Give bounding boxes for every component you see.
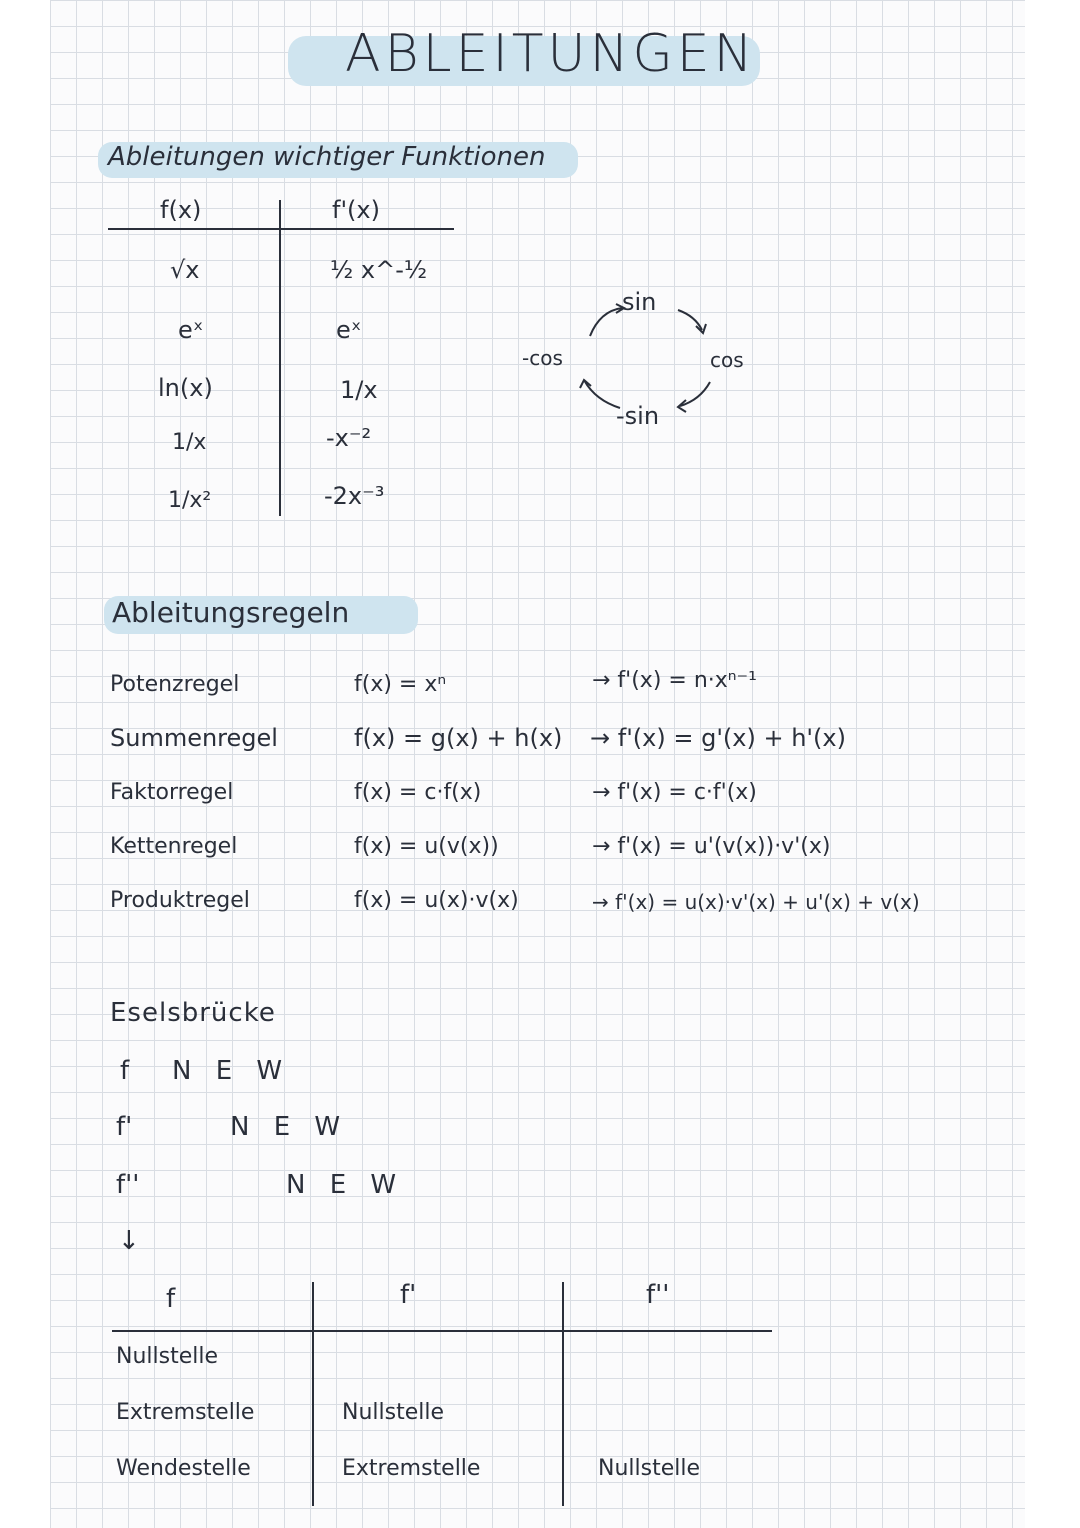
df-row-2: eˣ [336, 316, 362, 344]
rule-name-2: Summenregel [110, 724, 278, 752]
cycle-cos: cos [710, 348, 744, 372]
new-letters-2: N E W [230, 1112, 349, 1142]
df-row-1: ½ x^-½ [330, 256, 428, 284]
col-header-df: f'(x) [332, 196, 380, 224]
df-row-3: 1/x [340, 376, 378, 404]
df-row-4: -x⁻² [326, 424, 372, 452]
table2-df-2: Extremstelle [342, 1456, 481, 1481]
f-row-3: ln(x) [158, 374, 213, 402]
table2-f-3: Wendestelle [116, 1456, 251, 1481]
table2-f-1: Nullstelle [116, 1344, 219, 1369]
cycle-minus-cos: -cos [522, 346, 563, 370]
cycle-minus-sin: -sin [616, 402, 660, 430]
cycle-sin: sin [622, 288, 657, 316]
rule-f-2: f(x) = g(x) + h(x) [354, 724, 563, 752]
new-letters-3: N E W [286, 1170, 405, 1200]
f-row-2: eˣ [178, 316, 204, 344]
table2-header-df: f' [400, 1280, 417, 1310]
f-row-1: √x [170, 256, 200, 284]
table2-hline [112, 1330, 772, 1332]
rule-name-3: Faktorregel [110, 780, 234, 805]
rule-f-1: f(x) = xⁿ [354, 672, 447, 697]
rule-f-3: f(x) = c·f(x) [354, 780, 482, 805]
rule-df-4: → f'(x) = u'(v(x))·v'(x) [592, 834, 831, 859]
rule-df-1: → f'(x) = n·xⁿ⁻¹ [592, 668, 757, 693]
table2-ddf-1: Nullstelle [598, 1456, 701, 1481]
rule-name-5: Produktregel [110, 888, 250, 913]
section3-heading: Eselsbrücke [110, 998, 276, 1028]
col-header-f: f(x) [160, 196, 202, 224]
new-label-2: f' [116, 1112, 133, 1142]
new-label-1: f [120, 1056, 130, 1086]
rule-f-4: f(x) = u(v(x)) [354, 834, 499, 859]
section2-heading: Ableitungsregeln [112, 596, 350, 629]
f-row-4: 1/x [172, 430, 207, 455]
table2-header-f: f [166, 1284, 176, 1314]
section1-heading: Ableitungen wichtiger Funktionen [108, 142, 546, 172]
table1-vline [279, 200, 281, 516]
rule-df-3: → f'(x) = c·f'(x) [592, 780, 757, 805]
page-title: ABLEITUNGEN [345, 24, 757, 84]
new-label-3: f'' [116, 1170, 140, 1200]
new-letters-1: N E W [172, 1056, 291, 1086]
table2-vline-2 [562, 1282, 564, 1506]
rule-df-5: → f'(x) = u(x)·v'(x) + u'(x) + v(x) [592, 890, 920, 914]
df-row-5: -2x⁻³ [324, 482, 385, 510]
table2-df-1: Nullstelle [342, 1400, 445, 1425]
table1-hline [108, 228, 454, 230]
rule-name-1: Potenzregel [110, 672, 240, 697]
table2-f-2: Extremstelle [116, 1400, 255, 1425]
rule-df-2: → f'(x) = g'(x) + h'(x) [590, 724, 846, 752]
table2-header-ddf: f'' [646, 1280, 670, 1310]
rule-name-4: Kettenregel [110, 834, 238, 859]
down-arrow-icon: ↓ [118, 1226, 140, 1256]
f-row-5: 1/x² [168, 488, 212, 513]
table2-vline-1 [312, 1282, 314, 1506]
rule-f-5: f(x) = u(x)·v(x) [354, 888, 519, 913]
